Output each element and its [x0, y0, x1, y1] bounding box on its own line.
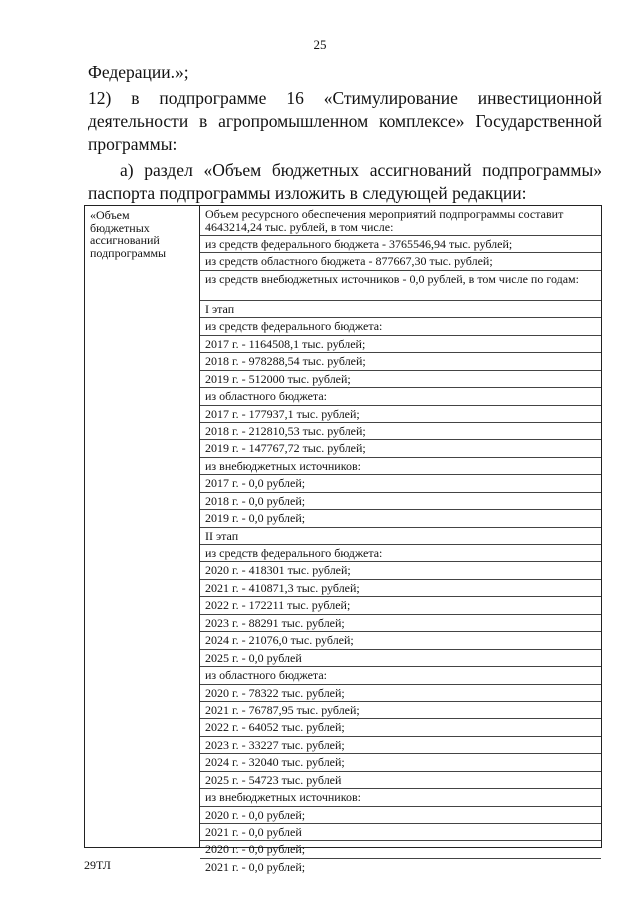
table-line: 2020 г. - 78322 тыс. рублей;: [200, 685, 601, 702]
table-line: из областного бюджета:: [200, 388, 601, 405]
table-line: Объем ресурсного обеспечения мероприятий подпрограммы составит 4643214,24 тыс. рублей, в том числе:: [200, 206, 601, 236]
table-line: 2025 г. - 54723 тыс. рублей: [200, 772, 601, 789]
table-line: из средств внебюджетных источников - 0,0 рублей, в том числе по годам:: [200, 271, 601, 301]
word: агропромышленном: [218, 111, 369, 131]
table-line: 2017 г. - 1164508,1 тыс. рублей;: [200, 336, 601, 353]
table-line: 2018 г. - 978288,54 тыс. рублей;: [200, 353, 601, 370]
paragraph-a-line-2: паспорта подпрограммы изложить в следующей редакции:: [88, 183, 527, 203]
word: а): [120, 160, 134, 180]
table-line: из внебюджетных источников:: [200, 458, 601, 475]
paragraph-12-line-2: [88, 110, 602, 133]
table-line: 2024 г. - 21076,0 тыс. рублей;: [200, 632, 601, 649]
table-line: 2019 г. - 0,0 рублей;: [200, 510, 601, 527]
table-line: 2020 г. - 418301 тыс. рублей;: [200, 562, 601, 579]
table-line: 2018 г. - 0,0 рублей;: [200, 493, 601, 510]
word: в: [131, 88, 140, 108]
word: «Стимулирование: [323, 88, 458, 108]
table-line: 2022 г. - 172211 тыс. рублей;: [200, 597, 601, 614]
table-line: 2023 г. - 88291 тыс. рублей;: [200, 615, 601, 632]
table-line: 2019 г. - 512000 тыс. рублей;: [200, 371, 601, 388]
word: в: [199, 111, 208, 131]
word: подпрограмме: [159, 88, 267, 108]
table-line: 2022 г. - 64052 тыс. рублей;: [200, 719, 601, 736]
table-line: 2024 г. - 32040 тыс. рублей;: [200, 754, 601, 771]
table-line: 2021 г. - 410871,3 тыс. рублей;: [200, 580, 601, 597]
table-left-cell: «Объем бюджетных ассигнований подпрограммы: [90, 208, 167, 260]
paragraph-a-line-1: [120, 159, 602, 182]
word: «Объем: [203, 160, 262, 180]
word: комплексе»: [379, 111, 465, 131]
table-line: 2023 г. - 33227 тыс. рублей;: [200, 737, 601, 754]
word: ассигнований: [369, 160, 472, 180]
table-line: 2018 г. - 212810,53 тыс. рублей;: [200, 423, 601, 440]
body-line-federation: Федерации.»;: [88, 62, 189, 82]
table-line: 2017 г. - 177937,1 тыс. рублей;: [200, 406, 601, 423]
paragraph-12-line-3: программы:: [88, 134, 178, 154]
table-right-cell: [200, 206, 601, 875]
table-line: 2020 г. - 0,0 рублей;: [200, 841, 601, 858]
table-line: 2017 г. - 0,0 рублей;: [200, 475, 601, 492]
table-line: 2021 г. - 0,0 рублей;: [205, 859, 306, 874]
table-line: II этап: [200, 528, 601, 545]
word: Государственной: [475, 111, 602, 131]
word: 16: [286, 88, 304, 108]
table-line: из внебюджетных источников:: [200, 789, 601, 806]
paragraph-12-line-1: [88, 87, 602, 110]
table-line: из средств областного бюджета - 877667,30 тыс. рублей;: [200, 253, 601, 270]
table-line: 2025 г. - 0,0 рублей: [200, 650, 601, 667]
word: 12): [88, 88, 112, 108]
word: подпрограммы»: [482, 160, 602, 180]
footer-code: 29ТЛ: [84, 858, 111, 872]
table-line: из средств федерального бюджета - 3765546,94 тыс. рублей;: [200, 236, 601, 253]
table-line: 2021 г. - 0,0 рублей: [200, 824, 601, 841]
word: раздел: [144, 160, 193, 180]
table-line: из средств федерального бюджета:: [200, 318, 601, 335]
word: бюджетных: [271, 160, 360, 180]
table-line: 2021 г. - 76787,95 тыс. рублей;: [200, 702, 601, 719]
word: инвестиционной: [477, 88, 602, 108]
page-number: 25: [313, 37, 327, 52]
table-line: 2020 г. - 0,0 рублей;: [200, 807, 601, 824]
table-line: из областного бюджета:: [200, 667, 601, 684]
table-line: из средств федерального бюджета:: [200, 545, 601, 562]
table-line: I этап: [200, 301, 601, 318]
table-line: 2019 г. - 147767,72 тыс. рублей;: [200, 440, 601, 457]
word: деятельности: [88, 111, 189, 131]
